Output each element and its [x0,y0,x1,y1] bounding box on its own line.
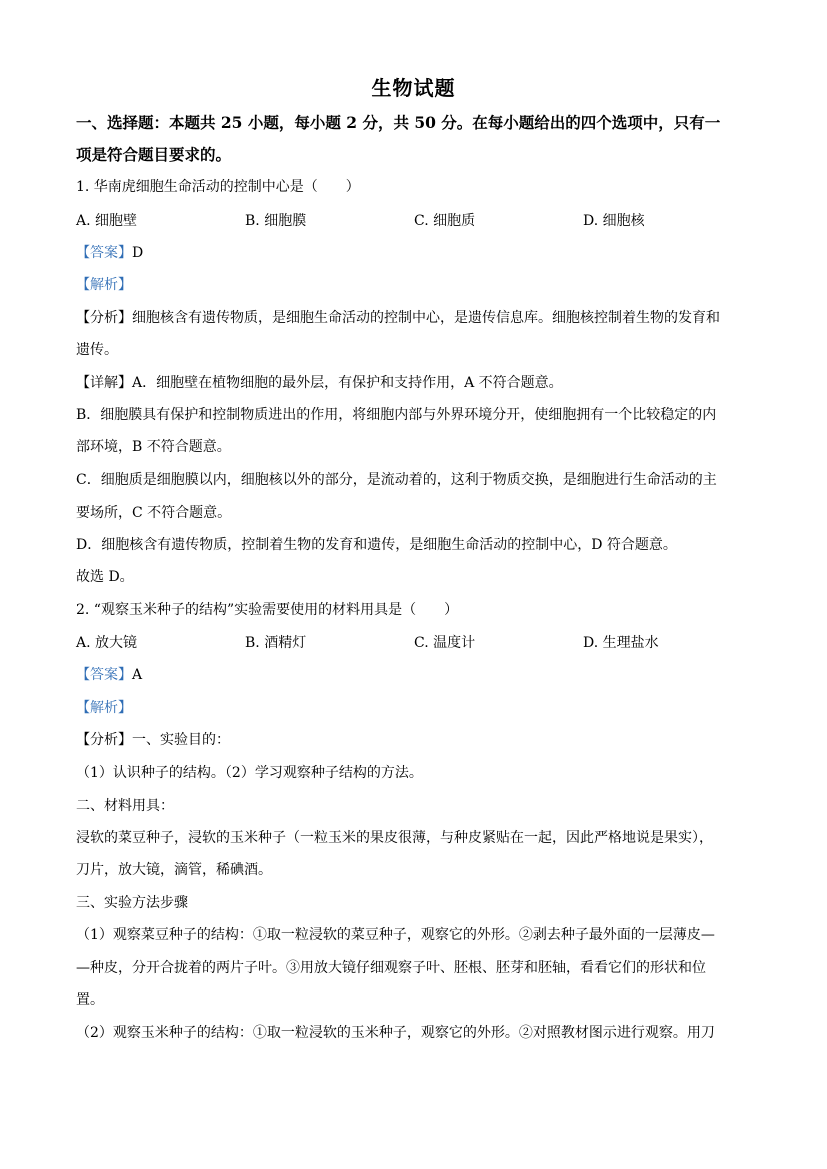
q1-detail-d: D．细胞核含有遗传物质，控制着生物的发育和遗传，是细胞生命活动的控制中心，D 符合题意。 [76,537,677,553]
answer-tag: 【答案】 [76,667,132,683]
answer-value: A [132,667,143,683]
q1-analysis-tag: 【解析】 [76,277,132,293]
q2-answer [76,666,142,684]
section-heading-line1: 一、选择题：本题共 25 小题，每小题 2 分，共 50 分。在每小题给出的四个选项中，只有一 [76,113,721,132]
q2-materials-line2: 刀片，放大镜，滴管，稀碘酒。 [76,862,272,878]
q1-detail-c2: 要场所，C 不符合题意。 [76,505,232,521]
q2-stem: 2. “观察玉米种子的结构”实验需要使用的材料用具是（ ） [76,602,459,618]
q2-step1-line1: （1）观察菜豆种子的结构：①取一粒浸软的菜豆种子，观察它的外形。②剥去种子最外面的一层薄皮— [76,927,715,943]
q1-stem: 1. 华南虎细胞生命活动的控制中心是（ ） [76,179,360,195]
q1-option-b: B. 细胞膜 [245,213,307,229]
detail-tag: 【详解】 [76,375,132,391]
page-title: 生物试题 [371,76,456,100]
q2-analysis-tag: 【解析】 [76,700,132,716]
q1-options [76,212,756,230]
q1-detail-c1: C．细胞质是细胞膜以内，细胞核以外的部分，是流动着的，这利于物质交换，是细胞进行生命活动的主 [76,472,717,488]
q2-step1-line3: 置。 [76,992,104,1008]
q2-steps-heading: 三、实验方法步骤 [76,895,188,911]
q2-option-d: D. 生理盐水 [583,635,659,651]
q1-detail-b2: 部环境，B 不符合题意。 [76,439,231,455]
q2-option-a: A. 放大镜 [76,635,138,651]
q1-conclusion: 故选 D。 [76,569,134,585]
q2-step2-line1: （2）观察玉米种子的结构：①取一粒浸软的玉米种子，观察它的外形。②对照教材图示进行观察。用刀 [76,1025,715,1041]
q1-answer [76,244,143,262]
q2-goal-line: （1）认识种子的结构。（2）学习观察种子结构的方法。 [76,765,423,781]
answer-value: D [132,245,144,261]
q1-option-d: D. 细胞核 [583,213,645,229]
fenxi-tag: 【分析】 [76,732,132,748]
answer-tag: 【答案】 [76,245,132,261]
q1-detail-a [76,374,563,392]
q1-fenxi-line2: 遗传。 [76,342,118,358]
q2-fenxi [76,731,230,749]
q2-materials-line1: 浸软的菜豆种子，浸软的玉米种子（一粒玉米的果皮很薄，与种皮紧贴在一起，因此严格地说是果实）， [76,830,713,846]
q1-option-a: A. 细胞壁 [76,213,138,229]
q1-detail-b1: B．细胞膜具有保护和控制物质进出的作用，将细胞内部与外界环境分开，使细胞拥有一个比较稳定的内 [76,407,717,423]
q2-options [76,634,756,652]
q1-fenxi [76,309,720,327]
q2-option-c: C. 温度计 [414,635,476,651]
q1-option-c: C. 细胞质 [414,213,476,229]
fenxi-text: 细胞核含有遗传物质，是细胞生命活动的控制中心，是遗传信息库。细胞核控制着生物的发育和 [132,310,720,326]
fenxi-text: 一、实验目的： [132,732,230,748]
fenxi-tag: 【分析】 [76,310,132,326]
q2-step1-line2: —种皮，分开合拢着的两片子叶。③用放大镜仔细观察子叶、胚根、胚芽和胚轴，看看它们的形状和位 [76,960,706,976]
section-heading-line2: 项是符合题目要求的。 [76,145,232,164]
q2-materials-heading: 二、材料用具： [76,798,174,814]
detail-a-text: A．细胞壁在植物细胞的最外层，有保护和支持作用，A 不符合题意。 [132,375,563,391]
q2-option-b: B. 酒精灯 [245,635,307,651]
